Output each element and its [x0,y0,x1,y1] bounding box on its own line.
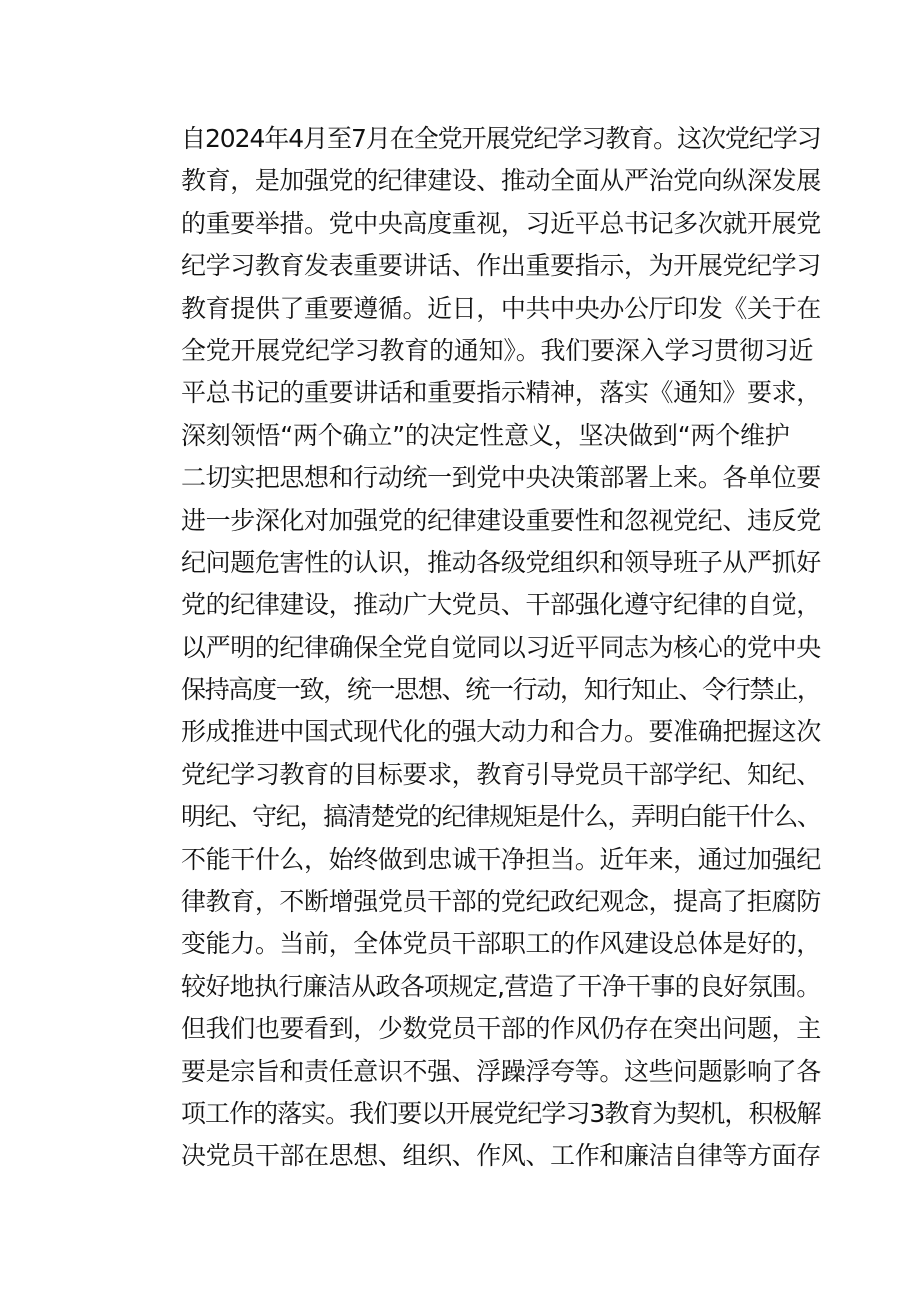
text-line: 不能干什么，始终做到忠诚干净担当。近年来，通过加强纪 [181,844,821,874]
text-line: 党纪学习教育的目标要求，教育引导党员干部学纪、知纪、 [181,759,821,789]
text-line: 自2024年4月至7月在全党开展党纪学习教育。这次党纪学习 [181,124,821,153]
text-line: 的重要举措。党中央高度重视，习近平总书记多次就开展党 [181,208,821,238]
text-line: 二切实把思想和行动统一到党中央决策部署上来。各单位要 [181,463,821,493]
text-line: 项工作的落实。我们要以开展党纪学习3教育为契机，积极解 [181,1098,821,1128]
text-line: 教育提供了重要遵循。近日，中共中央办公厅印发《关于在 [181,293,821,323]
text-line: 党的纪律建设，推动广大党员、干部强化遵守纪律的自觉， [181,590,821,620]
text-line: 全党开展党纪学习教育的通知》。我们要深入学习贯彻习近 [181,335,814,365]
text-line: 变能力。当前，全体党员干部职工的作风建设总体是好的， [181,929,821,959]
text-line: 进一步深化对加强党的纪律建设重要性和忽视党纪、违反党 [181,505,821,535]
text-line: 较好地执行廉洁从政各项规定,营造了干净干事的良好氛围。 [181,971,821,1001]
text-line: 形成推进中国式现代化的强大动力和合力。要准确把握这次 [181,717,821,747]
text-line: 平总书记的重要讲话和重要指示精神，落实《通知》要求， [181,378,821,408]
text-line: 纪问题危害性的认识，推动各级党组织和领导班子从严抓好 [181,547,821,577]
text-line: 决党员干部在思想、组织、作风、工作和廉洁自律等方面存 [181,1141,821,1171]
text-line: 深刻领悟“两个确立”的决定性意义，坚决做到“两个维护 [181,420,790,450]
text-line: 教育，是加强党的纪律建设、推动全面从严治党向纵深发展 [181,166,821,196]
body-text [181,118,821,1178]
text-line: 保持高度一致，统一思想、统一行动，知行知止、令行禁止， [181,675,821,705]
text-line: 但我们也要看到，少数党员干部的作风仍存在突出问题，主 [181,1014,821,1044]
text-line: 以严明的纪律确保全党自觉同以习近平同志为核心的党中央 [181,632,821,662]
text-line: 要是宗旨和责任意识不强、浮躁浮夸等。这些问题影响了各 [181,1056,821,1086]
text-line: 明纪、守纪，搞清楚党的纪律规矩是什么，弄明白能干什么、 [181,802,821,832]
text-line: 律教育，不断增强党员干部的党纪政纪观念，提高了拒腐防 [181,887,821,917]
text-line: 纪学习教育发表重要讲话、作出重要指示，为开展党纪学习 [181,251,821,281]
